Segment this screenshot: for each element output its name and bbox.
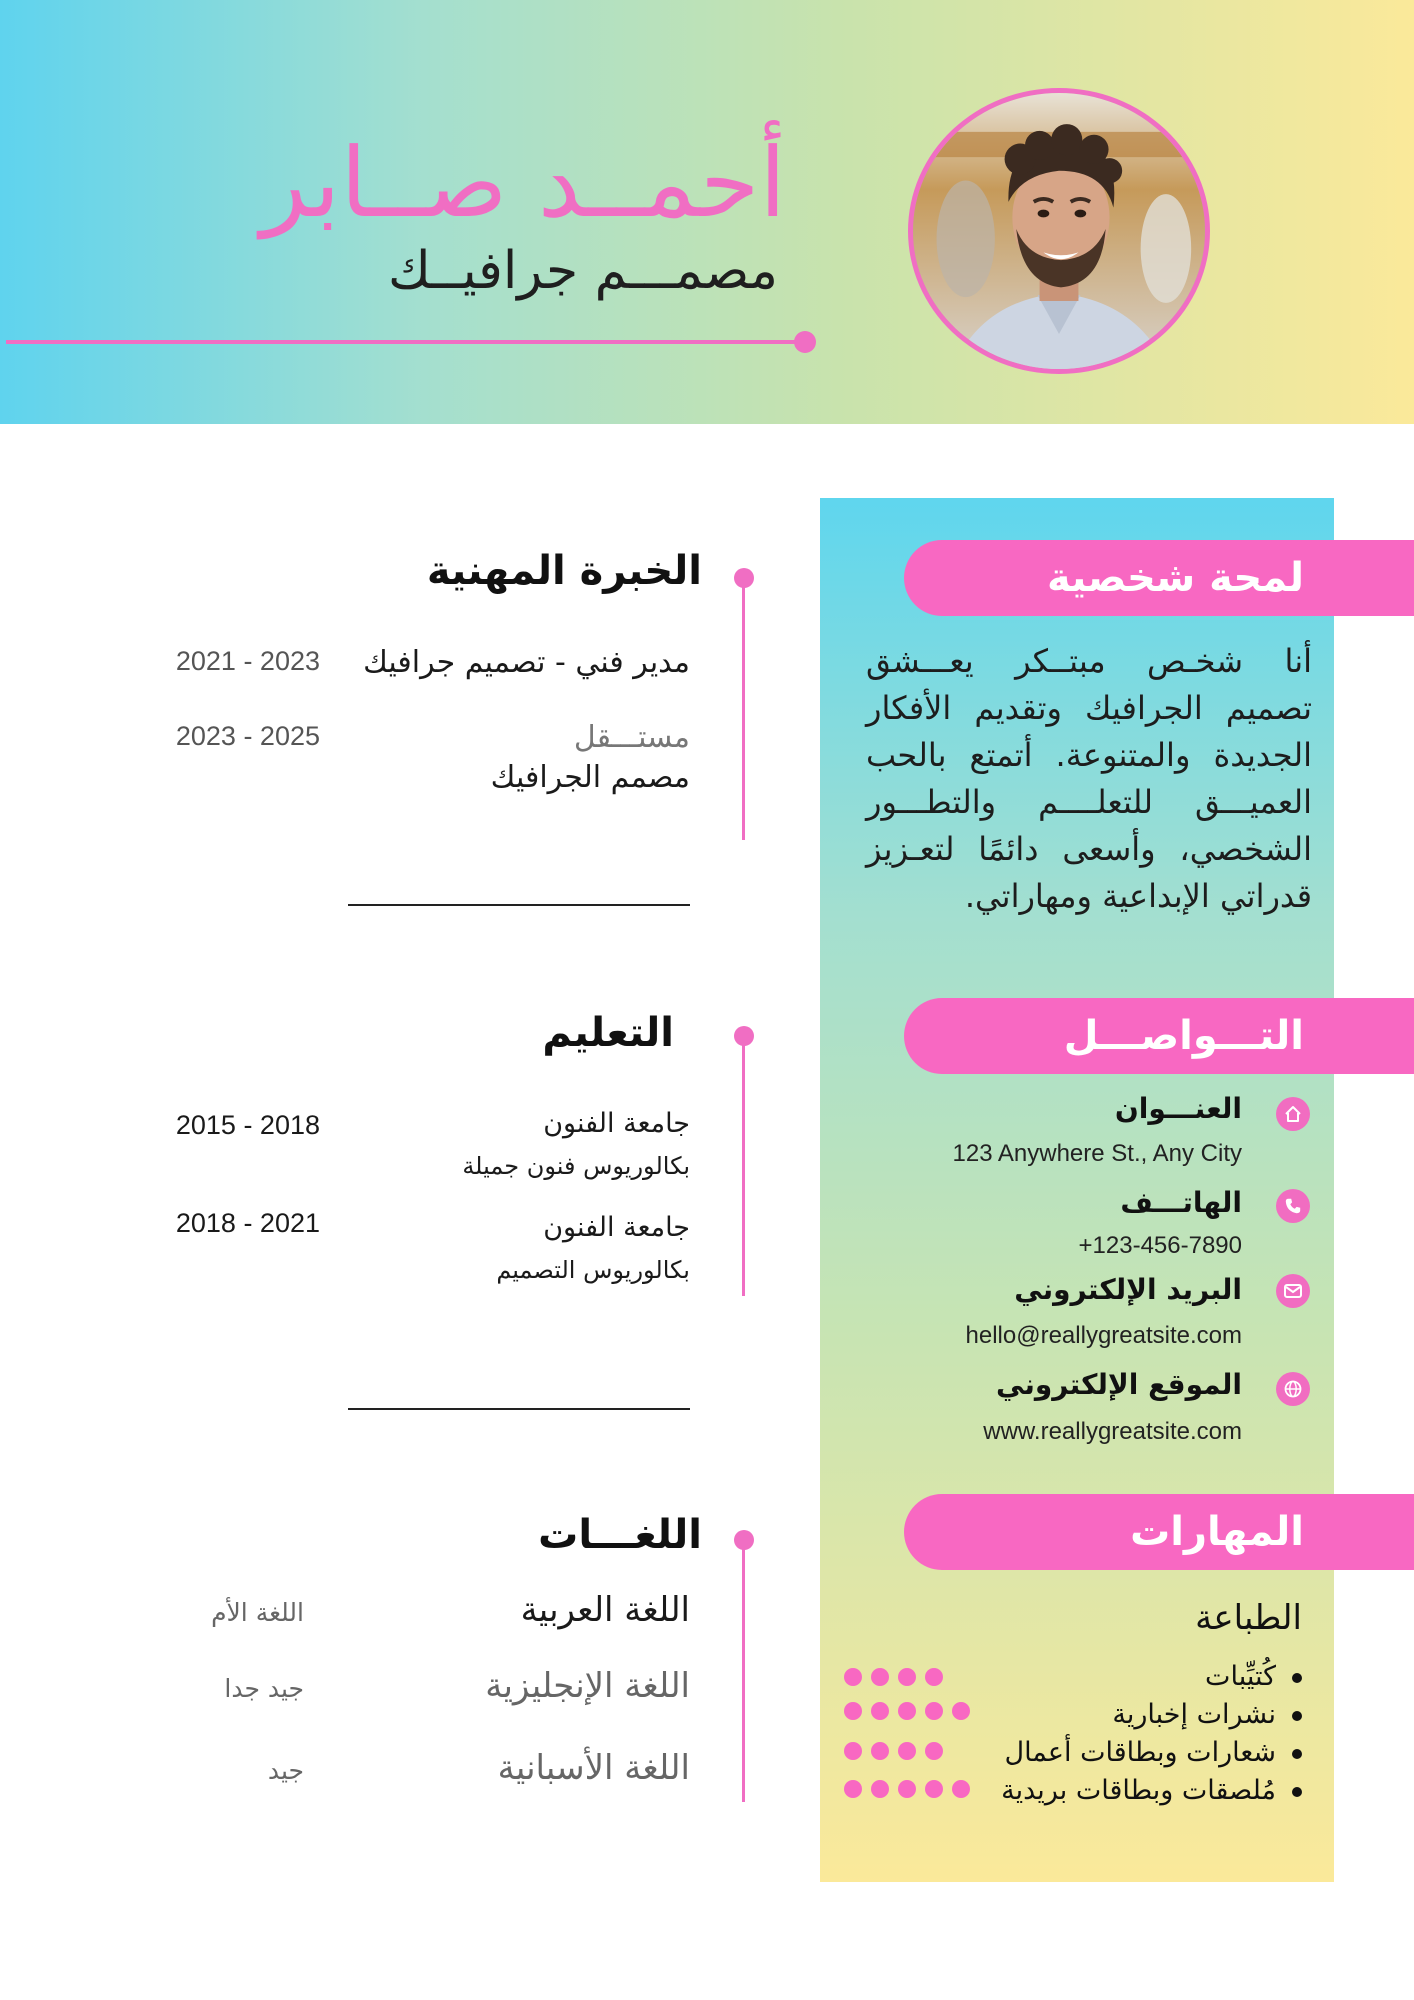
education-degree: بكالوريوس فنون جميلة [462, 1152, 690, 1180]
header-band [0, 0, 1414, 424]
rating-dot [871, 1702, 889, 1720]
education-dates: 2015 - 2018 [175, 1110, 320, 1140]
bullet [1292, 1787, 1302, 1797]
section-divider [348, 1408, 690, 1410]
rating-dot [898, 1742, 916, 1760]
education-school: جامعة الفنون [543, 1108, 690, 1139]
bullet [1292, 1711, 1302, 1721]
rating-dot [871, 1742, 889, 1760]
website-value[interactable]: www.reallygreatsite.com [983, 1418, 1242, 1445]
skill-rating [844, 1702, 970, 1722]
languages-heading: اللغـــات [538, 1512, 702, 1558]
experience-dates: 2021 - 2023 [175, 646, 320, 676]
skill-item [972, 1774, 1302, 1808]
bullet [1292, 1749, 1302, 1759]
rating-dot [898, 1780, 916, 1798]
skill-item [972, 1736, 1302, 1770]
website-label: الموقع الإلكتروني [996, 1368, 1242, 1401]
rating-dot [952, 1780, 970, 1798]
rating-dot [898, 1668, 916, 1686]
candidate-name: أحمــد صــابر [260, 127, 786, 239]
experience-title: مستـــقل [573, 720, 690, 755]
skills-category: الطباعة [1195, 1598, 1302, 1638]
rating-dot [952, 1702, 970, 1720]
rating-dot [844, 1668, 862, 1686]
header-divider-line [6, 340, 804, 344]
education-school: جامعة الفنون [543, 1212, 690, 1243]
rating-dot [925, 1702, 943, 1720]
profile-text: أنا شخـص مبتــكر يعـــشق تصميم الجرافيك وتقديم الأفكار الجديدة والمتنوعة. أتمتع بالحب العميـــق للتعلــــم والتطـــور الشخصي، وأسعى دائمًا لتعـزيز قدراتي الإبداعية ومهاراتي. [866, 642, 1312, 915]
language-level: جيد [267, 1756, 304, 1785]
language-name: اللغة العربية [520, 1590, 690, 1630]
contact-heading: التـــواصـــل [904, 998, 1414, 1074]
portrait-image [913, 93, 1205, 369]
language-level: جيد جدا [224, 1674, 304, 1703]
address-value: 123 Anywhere St., Any City [952, 1140, 1242, 1167]
mail-icon [1276, 1274, 1310, 1308]
skill-item [972, 1660, 1302, 1694]
education-degree: بكالوريوس التصميم [496, 1256, 690, 1284]
language-name: اللغة الأسبانية [497, 1748, 690, 1788]
home-icon [1276, 1097, 1310, 1131]
experience-dates: 2023 - 2025 [175, 721, 320, 751]
skill-item [972, 1698, 1302, 1732]
experience-heading: الخبرة المهنية [426, 548, 702, 594]
rating-dot [871, 1780, 889, 1798]
header-divider-dot [794, 331, 816, 353]
skill-label: مُلصقات وبطاقات بريدية [1001, 1775, 1276, 1806]
profile-photo [908, 88, 1210, 374]
languages-timeline-line [742, 1544, 745, 1802]
language-level: اللغة الأم [211, 1598, 304, 1627]
skill-label: نشرات إخبارية [1112, 1699, 1276, 1730]
email-label: البريد الإلكتروني [1014, 1273, 1242, 1306]
bullet [1292, 1673, 1302, 1683]
rating-dot [844, 1780, 862, 1798]
skills-heading: المهارات [904, 1494, 1414, 1570]
phone-value: +123-456-7890 [1078, 1232, 1242, 1259]
section-divider [348, 904, 690, 906]
experience-timeline-line [742, 582, 745, 840]
experience-title: مدير فني - تصميم جرافيك [363, 645, 690, 680]
rating-dot [898, 1702, 916, 1720]
education-heading: التعليم [542, 1010, 674, 1056]
skill-label: شعارات وبطاقات أعمال [1004, 1737, 1276, 1768]
phone-icon [1276, 1189, 1310, 1223]
skill-rating [844, 1742, 943, 1762]
phone-label: الهاتـــف [1120, 1186, 1242, 1219]
rating-dot [844, 1702, 862, 1720]
rating-dot [871, 1668, 889, 1686]
skill-rating [844, 1668, 943, 1688]
language-name: اللغة الإنجليزية [485, 1666, 690, 1706]
address-label: العنـــوان [1114, 1092, 1242, 1125]
rating-dot [925, 1780, 943, 1798]
globe-icon [1276, 1372, 1310, 1406]
job-title: مصمـــم جرافيــك [388, 241, 778, 301]
rating-dot [844, 1742, 862, 1760]
rating-dot [925, 1742, 943, 1760]
skill-rating [844, 1780, 970, 1800]
education-timeline-line [742, 1040, 745, 1296]
education-dates: 2018 - 2021 [175, 1208, 320, 1238]
email-value[interactable]: hello@reallygreatsite.com [965, 1322, 1242, 1349]
profile-heading: لمحة شخصية [904, 540, 1414, 616]
skill-label: كُتيِّبات [1205, 1661, 1276, 1692]
experience-subtitle: مصمم الجرافيك [490, 760, 690, 795]
rating-dot [925, 1668, 943, 1686]
